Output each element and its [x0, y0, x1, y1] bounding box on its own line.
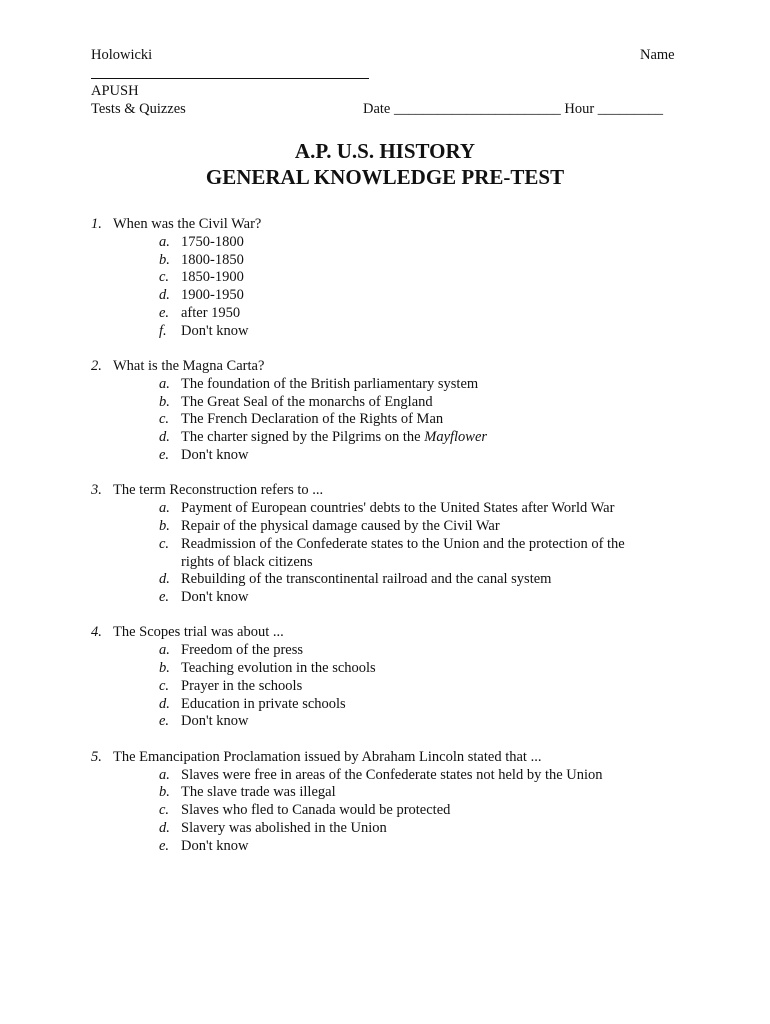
answer-option	[0, 536, 770, 572]
answer-option	[0, 429, 770, 447]
option-text-wrap	[181, 234, 651, 252]
question-stem	[0, 749, 770, 767]
option-text: Slavery was abolished in the Union	[181, 819, 387, 836]
question-5	[0, 749, 770, 856]
option-text: 1800-1850	[181, 251, 244, 268]
option-text-wrap	[181, 660, 651, 678]
option-text-wrap	[181, 411, 651, 429]
option-text: Don't know	[181, 713, 249, 730]
option-letter: a.	[159, 642, 170, 659]
option-letter: b.	[159, 251, 170, 268]
option-letter: a.	[159, 375, 170, 392]
option-letter: b.	[159, 393, 170, 410]
option-text: Slaves who fled to Canada would be protected	[181, 802, 451, 819]
answer-option	[0, 571, 770, 589]
answer-option	[0, 642, 770, 660]
question-text: What is the Magna Carta?	[113, 358, 265, 375]
option-text: The slave trade was illegal	[181, 784, 336, 801]
option-letter: a.	[159, 233, 170, 250]
option-text: 1900-1950	[181, 287, 244, 304]
question-text: When was the Civil War?	[113, 216, 262, 232]
option-text: The French Declaration of the Rights of Man	[181, 411, 444, 428]
section-name: Tests & Quizzes	[91, 101, 186, 117]
question-number: 2.	[91, 358, 102, 375]
answer-option	[0, 660, 770, 678]
option-letter: f.	[159, 322, 167, 339]
option-letter: d.	[159, 287, 170, 304]
option-letter: d.	[159, 819, 170, 836]
question-number: 4.	[91, 624, 102, 641]
option-text-wrap	[181, 500, 651, 518]
option-text-wrap	[181, 269, 651, 287]
question-text: The term Reconstruction refers to ...	[113, 482, 324, 499]
name-label: Name	[640, 47, 675, 63]
answer-option	[0, 678, 770, 696]
option-letter: a.	[159, 766, 170, 783]
option-text-wrap	[181, 252, 651, 270]
answer-option	[0, 802, 770, 820]
question-1	[0, 216, 770, 341]
option-text-wrap	[181, 376, 651, 394]
option-letter: e.	[159, 837, 170, 854]
option-text: The Great Seal of the monarchs of England	[181, 393, 433, 410]
question-number: 5.	[91, 748, 102, 765]
question-stem	[0, 216, 770, 234]
option-text: Don't know	[181, 589, 249, 606]
option-letter: c.	[159, 535, 170, 552]
date-hour-fields: Date _______________________ Hour _________	[363, 101, 664, 117]
option-letter: c.	[159, 269, 170, 286]
answer-option	[0, 305, 770, 323]
option-text-wrap	[181, 394, 651, 412]
answer-option	[0, 713, 770, 731]
option-text-wrap	[181, 305, 651, 323]
question-stem	[0, 482, 770, 500]
option-text: Education in private schools	[181, 695, 346, 712]
answer-option	[0, 269, 770, 287]
answer-option	[0, 447, 770, 465]
question-text: The Emancipation Proclamation issued by Abraham Lincoln stated that ...	[113, 748, 542, 765]
question-stem	[0, 358, 770, 376]
option-text: Payment of European countries' debts to the United States after World War	[181, 500, 615, 517]
answer-option	[0, 323, 770, 341]
option-letter: c.	[159, 802, 170, 819]
question-number: 1.	[91, 216, 102, 232]
option-text: Rebuilding of the transcontinental railroad and the canal system	[181, 571, 552, 588]
question-text: The Scopes trial was about ...	[113, 624, 284, 641]
option-text-wrap	[181, 767, 651, 785]
option-letter: d.	[159, 695, 170, 712]
option-letter: b.	[159, 784, 170, 801]
option-text-wrap	[181, 784, 651, 802]
answer-option	[0, 838, 770, 856]
option-text-wrap	[181, 642, 651, 660]
question-number: 3.	[91, 482, 102, 499]
option-text-wrap	[181, 696, 651, 714]
answer-option	[0, 820, 770, 838]
option-letter: b.	[159, 660, 170, 677]
option-text: Freedom of the press	[181, 642, 304, 659]
option-text: Prayer in the schools	[181, 677, 303, 694]
question-4	[0, 624, 770, 731]
answer-option	[0, 518, 770, 536]
option-letter: e.	[159, 447, 170, 464]
option-text: Repair of the physical damage caused by the Civil War	[181, 517, 500, 534]
answer-option	[0, 234, 770, 252]
option-text-wrap	[181, 678, 651, 696]
question-stem	[0, 624, 770, 642]
question-list	[0, 216, 770, 873]
option-text-wrap	[181, 820, 651, 838]
option-text: Don't know	[181, 837, 249, 854]
option-letter: e.	[159, 713, 170, 730]
answer-option	[0, 696, 770, 714]
answer-option	[0, 252, 770, 270]
option-letter: d.	[159, 429, 170, 446]
question-2	[0, 358, 770, 465]
answer-option	[0, 287, 770, 305]
answer-option	[0, 500, 770, 518]
option-letter: c.	[159, 677, 170, 694]
option-text-wrap	[181, 713, 651, 731]
option-letter: b.	[159, 517, 170, 534]
option-text-wrap	[181, 447, 651, 465]
option-letter: a.	[159, 500, 170, 517]
option-text-wrap	[181, 589, 651, 607]
answer-option	[0, 411, 770, 429]
answer-option	[0, 589, 770, 607]
course-name: APUSH	[91, 83, 139, 99]
answer-option	[0, 784, 770, 802]
option-letter: e.	[159, 304, 170, 321]
name-blank-line	[91, 70, 369, 79]
option-text-wrap	[181, 838, 651, 856]
teacher-name: Holowicki	[91, 47, 153, 63]
option-text: Don't know	[181, 322, 249, 339]
option-text: Readmission of the Confederate states to the Union and the protection of the rights of black citizens	[181, 535, 625, 570]
option-letter: d.	[159, 571, 170, 588]
option-text: after 1950	[181, 304, 241, 321]
page-subtitle: GENERAL KNOWLEDGE PRE-TEST	[205, 165, 565, 189]
option-text: Don't know	[181, 447, 249, 464]
question-3	[0, 482, 770, 607]
option-letter: c.	[159, 411, 170, 428]
option-text: The charter signed by the Pilgrims on the	[181, 429, 425, 446]
option-text-wrap	[181, 571, 651, 589]
option-text-wrap	[181, 287, 651, 305]
option-text-wrap	[181, 518, 651, 536]
option-text: 1750-1800	[181, 233, 244, 250]
option-text-wrap	[181, 429, 651, 447]
option-letter: e.	[159, 589, 170, 606]
option-text-wrap	[181, 536, 651, 572]
option-text-wrap	[181, 323, 651, 341]
page-title: A.P. U.S. HISTORY	[294, 139, 476, 163]
option-text: Teaching evolution in the schools	[181, 660, 376, 677]
option-text: Slaves were free in areas of the Confederate states not held by the Union	[181, 766, 603, 783]
answer-option	[0, 767, 770, 785]
option-text: 1850-1900	[181, 269, 244, 286]
option-text: The foundation of the British parliamentary system	[181, 375, 479, 392]
answer-option	[0, 376, 770, 394]
option-italic-text: Mayflower	[424, 429, 488, 446]
option-text-wrap	[181, 802, 651, 820]
answer-option	[0, 394, 770, 412]
